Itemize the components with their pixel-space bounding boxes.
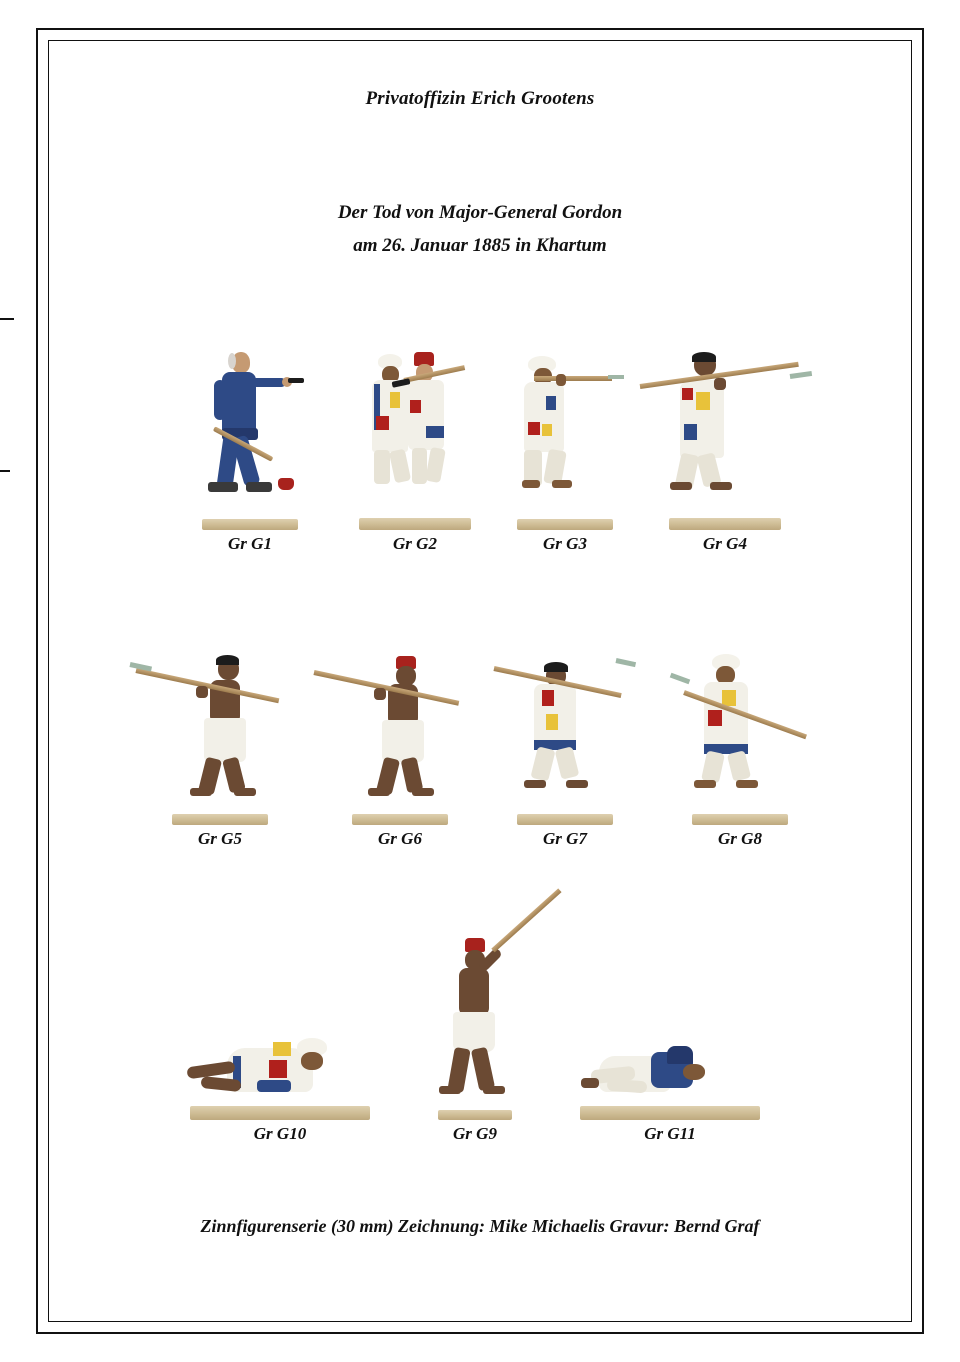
head <box>396 666 416 686</box>
robe-right-man <box>408 380 444 450</box>
head <box>301 1052 323 1070</box>
leg-left <box>530 746 555 781</box>
hand-front <box>714 378 726 390</box>
jacket <box>222 372 256 434</box>
figure-cell-gr-g3[interactable] <box>490 340 640 554</box>
patch-red-2 <box>410 400 421 413</box>
arm-right <box>252 378 286 387</box>
figure-image-gr-g4 <box>630 340 820 530</box>
figure-cell-gr-g9[interactable] <box>395 900 555 1144</box>
skirt <box>204 718 246 762</box>
patch-yellow <box>546 714 558 730</box>
figure-cell-gr-g2[interactable] <box>330 340 500 554</box>
figure-cell-gr-g11[interactable] <box>555 960 785 1144</box>
foot-left <box>524 780 546 788</box>
figure-cell-gr-g7[interactable] <box>480 640 650 849</box>
figure-row-2 <box>0 640 960 870</box>
leg-right <box>727 750 751 782</box>
footer-credits: Zinnfigurenserie (30 mm) Zeichnung: Mike Michaelis Gravur: Bernd Graf <box>200 1216 760 1236</box>
figure-caption: Gr G2 <box>393 534 437 553</box>
figure-base <box>517 814 613 825</box>
leg-right <box>471 1047 495 1091</box>
foot-right <box>552 480 572 488</box>
spear-head <box>790 371 812 379</box>
figure-base <box>517 519 613 530</box>
figure-base <box>669 518 781 530</box>
figure-image-gr-g7 <box>480 640 650 825</box>
figure-caption: Gr G5 <box>198 829 242 848</box>
dropped-fez <box>278 478 294 490</box>
figure-cell-gr-g10[interactable] <box>165 960 395 1144</box>
patch-red <box>376 416 389 430</box>
boot-right <box>246 482 272 492</box>
spear-head <box>615 658 636 667</box>
patch-red <box>708 710 722 726</box>
hand-front <box>374 688 386 700</box>
figure-image-gr-g2 <box>330 340 500 530</box>
hair <box>692 352 716 362</box>
figure-caption: Gr G11 <box>644 1124 696 1143</box>
patch-yellow <box>390 392 400 408</box>
foot-right <box>412 788 434 796</box>
hand-front <box>196 686 208 698</box>
rifle <box>534 376 612 381</box>
patch-blue <box>684 424 697 440</box>
figure-cell-gr-g6[interactable] <box>310 640 490 849</box>
figure-base <box>172 814 268 825</box>
leg2-left-man <box>389 449 411 484</box>
figure-image-gr-g9 <box>395 900 555 1120</box>
foot-right <box>234 788 256 796</box>
figure-caption: Gr G3 <box>543 534 587 553</box>
figure-base <box>359 518 471 530</box>
sash-blue <box>257 1080 291 1092</box>
figure-base <box>580 1106 760 1120</box>
skirt <box>382 720 424 762</box>
bare-torso <box>459 968 489 1016</box>
patch-yellow <box>542 424 552 436</box>
figure-cell-gr-g8[interactable] <box>650 640 830 849</box>
foot-right <box>710 482 732 490</box>
title-line-2: am 26. Januar 1885 in Khartum <box>353 235 607 256</box>
hair <box>228 353 236 369</box>
figure-row-3 <box>0 900 960 1150</box>
robe <box>524 382 564 452</box>
patch-red <box>542 690 554 706</box>
figure-cell-gr-g5[interactable] <box>130 640 310 849</box>
arm-left <box>214 380 226 420</box>
figure-base <box>692 814 788 825</box>
leg-left-man <box>374 450 390 484</box>
figure-base <box>190 1106 370 1120</box>
spear-shaft <box>135 668 279 703</box>
figure-image-gr-g11 <box>555 960 785 1120</box>
patch-yellow <box>696 392 710 410</box>
patch-red <box>682 388 693 400</box>
foot-left <box>522 480 540 488</box>
leg-left <box>701 750 725 783</box>
figure-caption: Gr G9 <box>453 1124 497 1143</box>
figure-caption: Gr G1 <box>228 534 272 553</box>
figure-base <box>202 519 298 530</box>
patch-blue <box>546 396 556 410</box>
foot-left <box>190 788 212 796</box>
leg2-right-man <box>425 447 446 483</box>
figure-caption: Gr G10 <box>253 1124 307 1143</box>
foot-right <box>736 780 758 788</box>
figure-caption: Gr G8 <box>718 829 762 848</box>
foot-left <box>368 788 390 796</box>
leg-right <box>555 746 580 779</box>
figure-caption: Gr G4 <box>703 534 747 553</box>
patch-red <box>269 1060 287 1078</box>
sash-blue <box>426 426 444 438</box>
figure-cell-gr-g4[interactable] <box>630 340 820 554</box>
foot-left <box>694 780 716 788</box>
hair <box>544 662 568 672</box>
boot-left <box>208 482 238 492</box>
figure-image-gr-g3 <box>490 340 640 530</box>
figure-image-gr-g1 <box>170 340 330 530</box>
foot-right <box>483 1086 505 1094</box>
patch-yellow <box>273 1042 291 1056</box>
figure-image-gr-g10 <box>165 960 395 1120</box>
patch-red <box>528 422 540 435</box>
foot-right <box>566 780 588 788</box>
figure-image-gr-g6 <box>310 640 490 825</box>
figure-row-1 <box>0 340 960 570</box>
spear-head <box>670 673 691 685</box>
foot <box>581 1078 599 1088</box>
left-edge-tick-upper <box>0 318 14 320</box>
figure-base <box>352 814 448 825</box>
figure-caption: Gr G7 <box>543 829 587 848</box>
hair <box>216 655 239 665</box>
leg-right-man <box>412 448 427 484</box>
shoulder <box>667 1046 693 1064</box>
foot-left <box>670 482 692 490</box>
pistol <box>288 378 304 383</box>
foot-left <box>439 1086 461 1094</box>
title-line-1: Der Tod von Major-General Gordon <box>337 202 623 223</box>
figure-cell-gr-g1[interactable] <box>170 340 330 554</box>
figure-image-gr-g8 <box>650 640 830 825</box>
bayonet <box>608 375 624 379</box>
figure-base <box>438 1110 512 1120</box>
series-publisher: Privatoffizin Erich Grootens <box>365 88 595 109</box>
head <box>683 1064 705 1080</box>
hand-support <box>556 374 566 386</box>
figure-image-gr-g5 <box>130 640 310 825</box>
spear-shaft <box>313 670 459 706</box>
skirt <box>453 1012 495 1052</box>
figure-caption: Gr G6 <box>378 829 422 848</box>
